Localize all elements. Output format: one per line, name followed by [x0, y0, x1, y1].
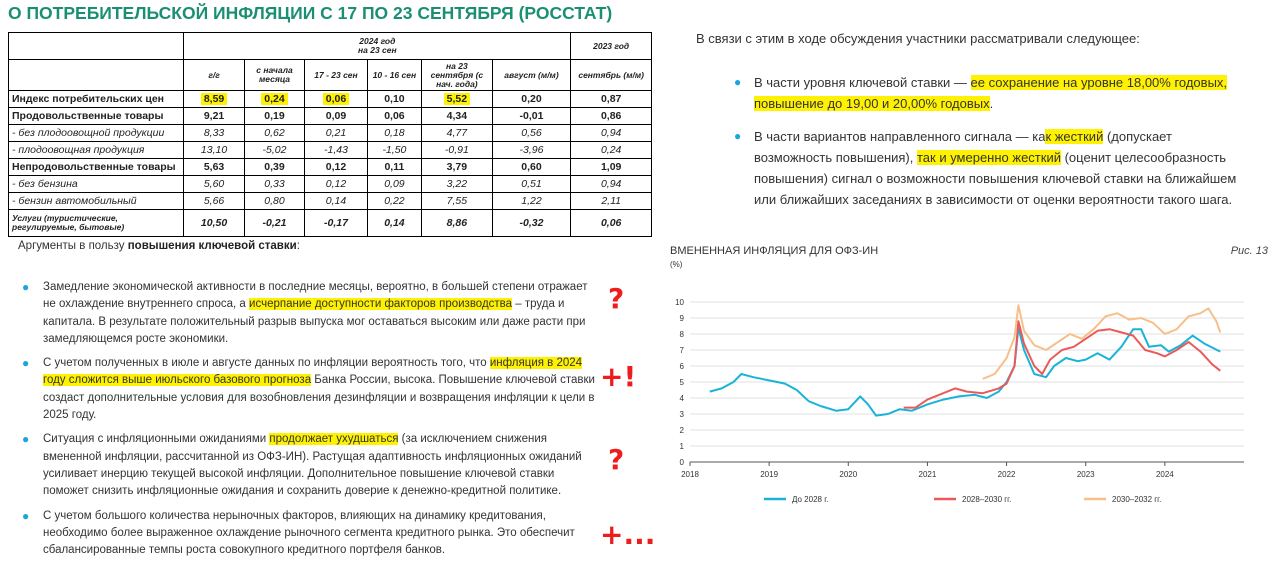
table-cell: 0,14 — [367, 210, 421, 237]
table-cell: 0,18 — [367, 125, 421, 142]
table-cell: 0,11 — [367, 159, 421, 176]
y-tick-label: 9 — [679, 314, 684, 323]
series-line — [710, 328, 1221, 416]
text-span: Аргументы в пользу — [18, 240, 128, 252]
text-span: В части вариантов направленного сигнала — ка — [754, 129, 1046, 144]
highlighted-text: ее сохранение на уровне 18,00% годовых, повышение до 19,00 и 20,00% годовых — [754, 75, 1228, 111]
table-cell: 1,22 — [492, 193, 571, 210]
line-chart — [664, 288, 1254, 510]
handwritten-question-mark: ? — [608, 443, 625, 476]
table-cell: 0,60 — [492, 159, 571, 176]
text-span: В части уровня ключевой ставки — — [754, 75, 971, 90]
row-label: Индекс потребительских цен — [9, 91, 184, 108]
y-tick-label: 6 — [679, 362, 684, 371]
text-span: Ситуация с инфляционными ожиданиями — [43, 433, 270, 446]
table-cell: 9,21 — [184, 108, 244, 125]
page-title: О ПОТРЕБИТЕЛЬСКОЙ ИНФЛЯЦИИ С 17 ПО 23 СЕНТЯБРЯ (РОССТАТ) — [8, 3, 613, 23]
x-tick-label: 2018 — [681, 470, 699, 479]
chart-y-unit: (%) — [670, 260, 683, 269]
table-cell: 0,62 — [244, 125, 304, 142]
y-tick-label: 1 — [679, 442, 684, 451]
highlighted-value: 0,24 — [261, 93, 287, 105]
table-cell: 0,24 — [571, 142, 652, 159]
table-cell: -1,50 — [367, 142, 421, 159]
col-header: г/г — [184, 60, 244, 91]
text-span: . — [989, 96, 994, 111]
table-cell: 13,10 — [184, 142, 244, 159]
table-cell: 5,66 — [184, 193, 244, 210]
col-header: 17 - 23 сен — [305, 60, 367, 91]
table-cell: 2,11 — [571, 193, 652, 210]
table-row — [9, 210, 652, 237]
table-cell: 0,06 — [571, 210, 652, 237]
legend-label: 2030–2032 гг. — [1112, 495, 1162, 504]
table-cell: 5,60 — [184, 176, 244, 193]
table-cell: 0,94 — [571, 176, 652, 193]
table-cell: -0,21 — [244, 210, 304, 237]
table-cell: 0,12 — [305, 159, 367, 176]
table-row — [9, 193, 652, 210]
table-cell: -0,32 — [492, 210, 571, 237]
text-span: (за исключением снижения вмененной инфляции, рассчитанной из ОФЗ-ИН). Растущая адаптивность инфляционных ожиданий усиливает инерцию текущей высокой инфляции. Дополнительное повышение ключевой ставки поможет снизить инфляционные ожидания и сохранить доверие к денежно-кредитной политике. — [43, 433, 582, 498]
highlighted-text: так и умеренно жесткий — [916, 150, 1061, 165]
table-cell — [244, 91, 304, 108]
table-cell: -0,17 — [305, 210, 367, 237]
row-label: Продовольственные товары — [9, 108, 184, 125]
table-cell: 8,86 — [422, 210, 493, 237]
text-span: Банка России, высока. Повышение ключевой ставки создаст дополнительные условия для возобновления дезинфляции и возвращения инфляции к цели в 2025 году. — [43, 374, 595, 422]
table-header-blank — [9, 60, 184, 91]
table-cell: -1,43 — [305, 142, 367, 159]
table-cell: 1,09 — [571, 159, 652, 176]
y-tick-label: 3 — [679, 410, 684, 419]
handwritten-plus-dots: +... — [600, 518, 656, 551]
y-tick-label: 4 — [679, 394, 684, 403]
x-tick-label: 2022 — [997, 470, 1016, 479]
list-item — [18, 355, 603, 424]
highlighted-text: исчерпание доступности факторов производства — [249, 298, 513, 311]
col-header: на 23 сентября (с нач. года) — [422, 60, 493, 91]
discussion-list — [730, 72, 1240, 222]
table-cell: 4,34 — [422, 108, 493, 125]
table-cell: 0,80 — [244, 193, 304, 210]
table-cell: 0,06 — [367, 108, 421, 125]
table-cell: 0,86 — [571, 108, 652, 125]
bullet-icon: ● — [22, 508, 30, 523]
row-label: - плодоовощная продукция — [9, 142, 184, 159]
inflation-table — [8, 32, 652, 237]
y-tick-label: 5 — [679, 378, 684, 387]
table-cell — [305, 91, 367, 108]
chart-title: ВМЕНЕННАЯ ИНФЛЯЦИЯ ДЛЯ ОФЗ-ИН — [670, 245, 879, 257]
table-cell: -3,96 — [492, 142, 571, 159]
arguments-heading — [18, 240, 300, 252]
table-header-2024: 2024 год на 23 сен — [184, 33, 571, 60]
list-item — [18, 431, 603, 500]
table-row — [9, 142, 652, 159]
table-cell: 0,22 — [367, 193, 421, 210]
legend-label: 2028–2030 гг. — [962, 495, 1012, 504]
row-label: - без плодоовощной продукции — [9, 125, 184, 142]
list-item — [18, 508, 603, 560]
table-cell: 4,77 — [422, 125, 493, 142]
table-cell: 0,21 — [305, 125, 367, 142]
table-row — [9, 108, 652, 125]
table-header-2023: 2023 год — [571, 33, 652, 60]
text-span: : — [296, 240, 300, 252]
text-span: Замедление экономической активности в последние месяцы, вероятно, в большей степени отражает не охлаждение внутреннего спроса, а — [43, 281, 588, 311]
bold-text: повышения ключевой ставки — [127, 240, 297, 252]
col-header: 10 - 16 сен — [367, 60, 421, 91]
text-span: – труда и капитала. В результате положительный разрыв выпуска мог оставаться высоким или даже расти при замедляющемся росте экономики. — [43, 298, 586, 345]
table-header-blank — [9, 33, 184, 60]
table-cell: 0,09 — [367, 176, 421, 193]
highlighted-text: инфляция в 2024 году сложится выше июльского базового прогноза — [43, 357, 583, 387]
x-tick-label: 2021 — [918, 470, 937, 479]
table-cell: 0,56 — [492, 125, 571, 142]
y-tick-label: 0 — [679, 458, 684, 467]
table-cell: 7,55 — [422, 193, 493, 210]
arguments-list — [18, 279, 603, 566]
bullet-icon: ● — [22, 280, 30, 294]
y-tick-label: 8 — [679, 330, 684, 339]
table-cell — [184, 91, 244, 108]
col-header: сентябрь (м/м) — [571, 60, 652, 91]
table-cell: -5,02 — [244, 142, 304, 159]
figure-label: Рис. 13 — [1230, 245, 1268, 257]
table-cell: 0,19 — [244, 108, 304, 125]
table-row — [9, 176, 652, 193]
list-item — [18, 279, 603, 348]
text-span: (допускает возможность повышения), — [754, 129, 1172, 165]
bullet-icon: ● — [734, 129, 742, 143]
table-cell: 0,12 — [305, 176, 367, 193]
table-cell: -0,01 — [492, 108, 571, 125]
table-cell: 8,33 — [184, 125, 244, 142]
list-item — [730, 126, 1240, 210]
x-tick-label: 2024 — [1155, 470, 1174, 479]
row-label: Услуги (туристические, регулируемые, бытовые) — [9, 210, 184, 237]
bullet-icon: ● — [22, 356, 30, 371]
table-cell: 3,22 — [422, 176, 493, 193]
row-label: - бензин автомобильный — [9, 193, 184, 210]
table-row — [9, 125, 652, 142]
text-span: (оценит целесообразность повышения) сигнал о возможности повышения ключевой ставки на ближайшем или ближайших заседаниях в зависимости от оценки вероятности такого шага. — [754, 150, 1237, 207]
table-cell: 0,87 — [571, 91, 652, 108]
bullet-icon: ● — [734, 75, 742, 89]
x-tick-label: 2019 — [760, 470, 779, 479]
highlighted-value: 0,06 — [323, 93, 349, 105]
table-cell: 0,39 — [244, 159, 304, 176]
x-tick-label: 2020 — [839, 470, 858, 479]
text-span: С учетом полученных в июле и августе данных по инфляции вероятность того, что — [43, 357, 490, 370]
bullet-icon: ● — [22, 432, 30, 447]
x-tick-label: 2023 — [1076, 470, 1095, 479]
y-tick-label: 10 — [675, 298, 684, 307]
table-cell: 0,20 — [492, 91, 571, 108]
table-cell: 0,10 — [367, 91, 421, 108]
highlighted-text: к жесткий — [1045, 129, 1104, 144]
table-cell: 0,51 — [492, 176, 571, 193]
table-cell: 10,50 — [184, 210, 244, 237]
highlighted-value: 8,59 — [201, 93, 227, 105]
table-row — [9, 91, 652, 108]
row-label: - без бензина — [9, 176, 184, 193]
col-header: с начала месяца — [244, 60, 304, 91]
y-tick-label: 7 — [679, 346, 684, 355]
text-span: С учетом большого количества нерыночных факторов, влияющих на динамику кредитования, необходимо более выраженное охлаждение рыночного сегмента кредитного рынка. Это обеспечит сбалансированные темпы роста совокупного кредитного портфеля банков. — [43, 509, 575, 557]
table-cell: 0,33 — [244, 176, 304, 193]
y-tick-label: 2 — [679, 426, 684, 435]
list-item — [730, 72, 1240, 114]
table-cell — [422, 91, 493, 108]
handwritten-question-mark: ? — [608, 282, 625, 315]
handwritten-plus-exclamation: +! — [600, 360, 637, 393]
table-cell: 5,63 — [184, 159, 244, 176]
row-label: Непродовольственные товары — [9, 159, 184, 176]
table-cell: 3,79 — [422, 159, 493, 176]
table-row — [9, 159, 652, 176]
legend-label: До 2028 г. — [792, 495, 829, 504]
discussion-intro: В связи с этим в ходе обсуждения участники рассматривали следующее: — [696, 31, 1140, 46]
highlighted-value: 5,52 — [444, 93, 470, 105]
table-cell: 0,14 — [305, 193, 367, 210]
table-cell: 0,94 — [571, 125, 652, 142]
col-header: август (м/м) — [492, 60, 571, 91]
table-cell: 0,09 — [305, 108, 367, 125]
table-cell: -0,91 — [422, 142, 493, 159]
highlighted-text: продолжает ухудшаться — [269, 433, 399, 446]
